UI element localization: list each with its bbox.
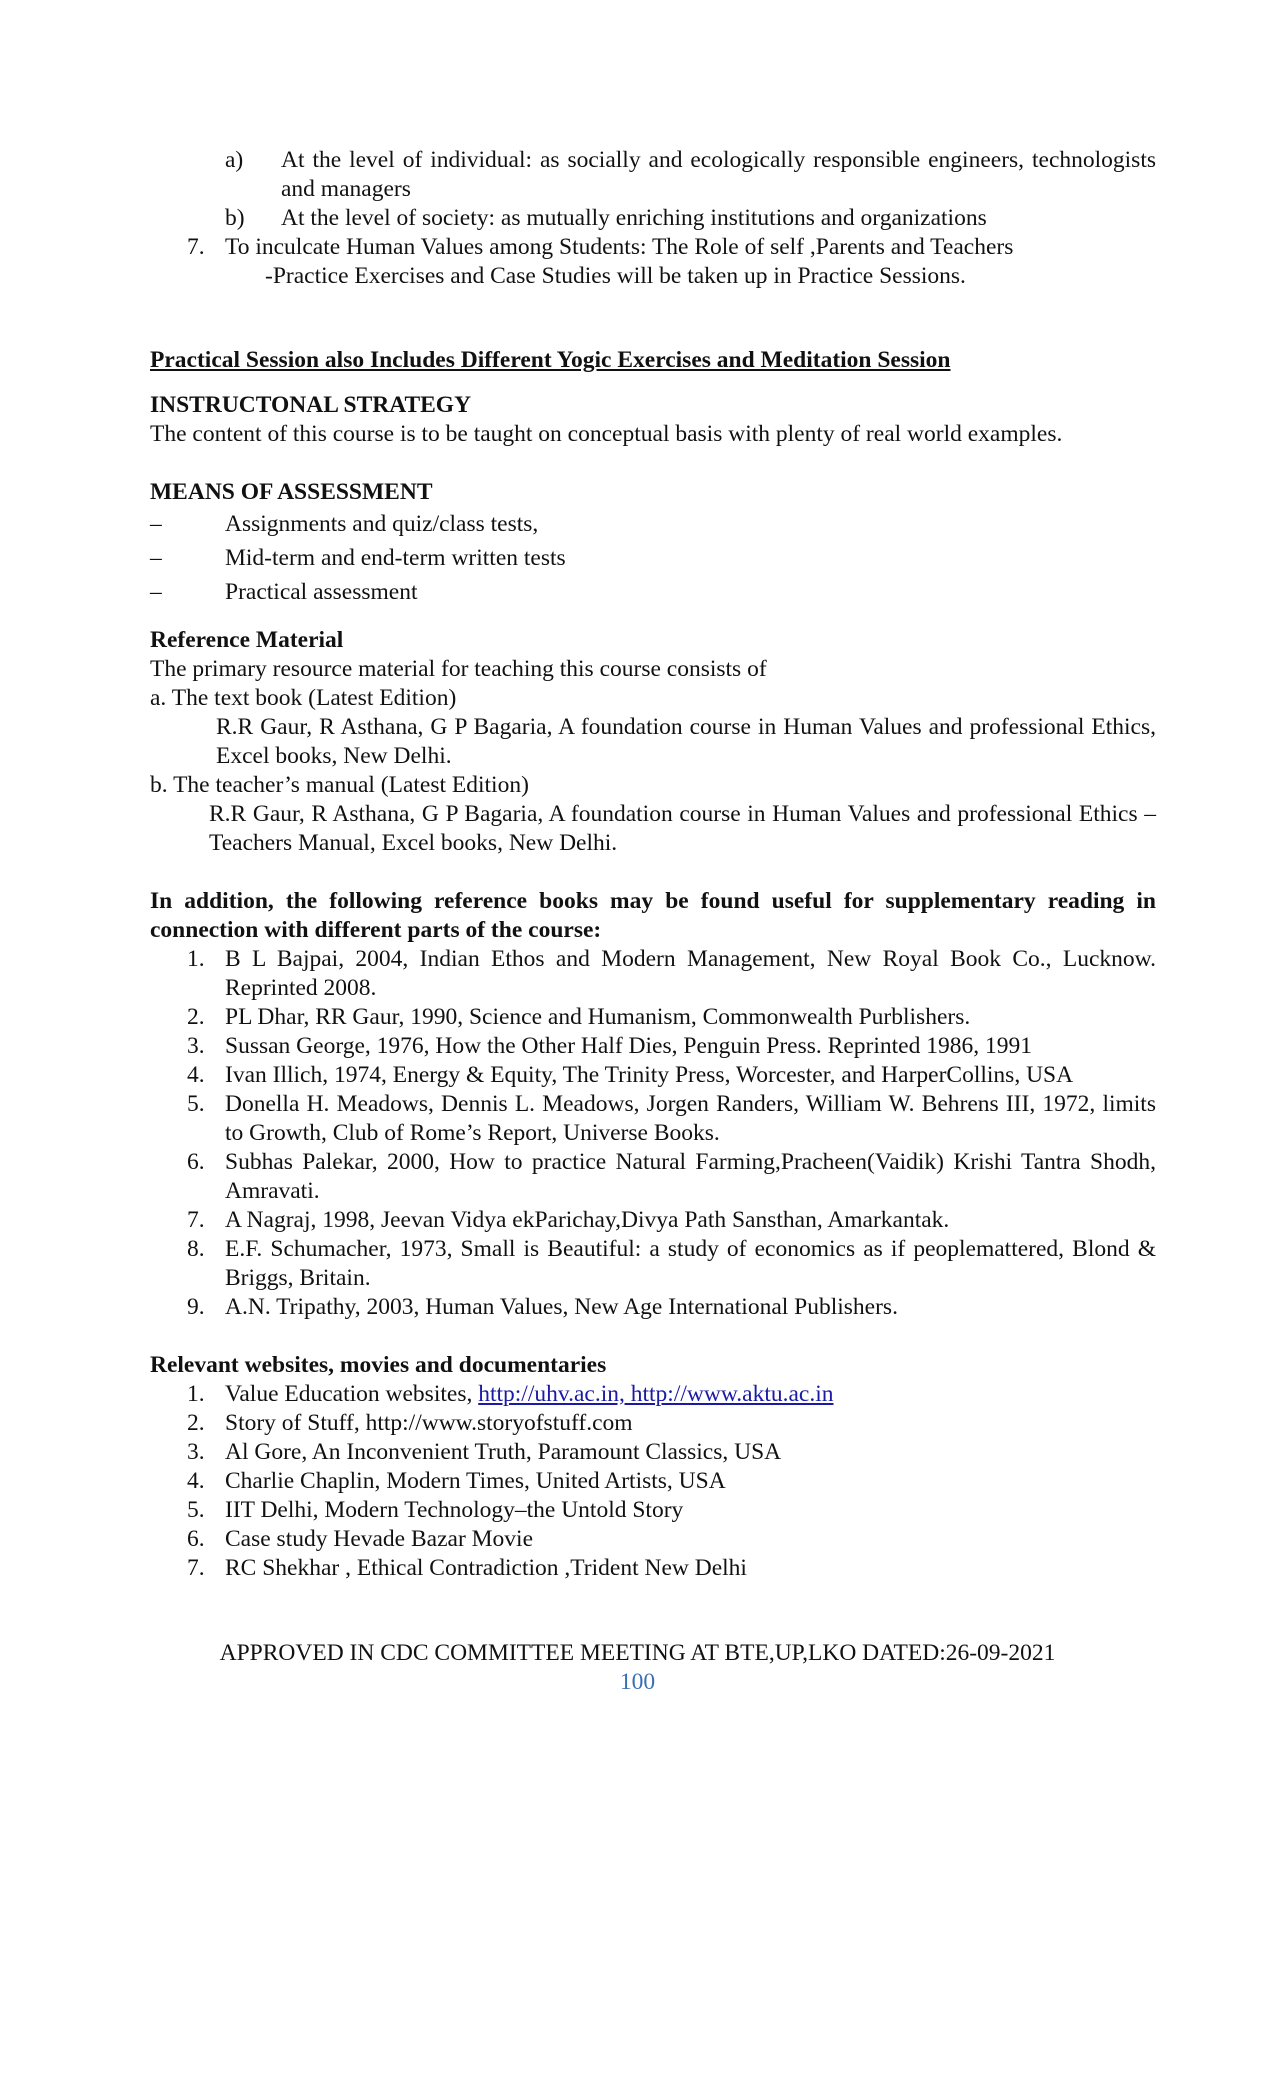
item-number: 3. [187, 1439, 205, 1465]
website-prefix: Value Education websites, [225, 1381, 479, 1407]
practice-note: -Practice Exercises and Case Studies will be taken up in Practice Sessions. [265, 263, 966, 289]
dash-bullet: – [150, 544, 162, 571]
item-text: PL Dhar, RR Gaur, 1990, Science and Humanism, Commonwealth Purblishers. [225, 1004, 971, 1030]
website-item [187, 1496, 1156, 1525]
item-number: 6. [187, 1526, 205, 1552]
document-page [150, 146, 1156, 1583]
item-text: B L Bajpai, 2004, Indian Ethos and Modern Management, New Royal Book Co., Lucknow. Reprinted 2008. [225, 946, 1156, 1001]
websites-list [150, 1409, 1156, 1583]
item-number: 9. [187, 1294, 205, 1320]
reference-heading: Reference Material [150, 627, 344, 653]
assessment-heading: MEANS OF ASSESSMENT [150, 479, 433, 505]
additional-books-heading: In addition, the following reference books may be found useful for supplementary reading in connection with different parts of the course: [150, 888, 1156, 943]
item-text: To inculcate Human Values among Students: The Role of self ,Parents and Teachers [225, 234, 1014, 260]
dash-bullet: – [150, 510, 162, 537]
reference-book-item [187, 945, 1156, 1003]
reference-b-label: b. The teacher’s manual (Latest Edition) [150, 772, 529, 798]
website-item [187, 1409, 1156, 1438]
websites-heading: Relevant websites, movies and documentaries [150, 1352, 607, 1378]
website-link[interactable]: http://uhv.ac.in, http://www.aktu.ac.in [478, 1381, 834, 1407]
reference-book-item [187, 1235, 1156, 1293]
website-item [187, 1438, 1156, 1467]
reference-a-text: R.R Gaur, R Asthana, G P Bagaria, A foundation course in Human Values and professional Ethics, Excel books, New Delhi. [216, 714, 1156, 769]
assessment-item-text: Assignments and quiz/class tests, [225, 510, 539, 537]
item-marker: a) [225, 147, 244, 173]
item-number: 4. [187, 1468, 205, 1494]
objective-item-7 [187, 233, 1156, 262]
item-number: 1. [187, 1381, 205, 1407]
reference-book-item [187, 1032, 1156, 1061]
assessment-item [150, 507, 1156, 541]
item-marker: b) [225, 205, 245, 231]
assessment-item [150, 575, 1156, 609]
item-number: 5. [187, 1497, 205, 1523]
approval-footer: APPROVED IN CDC COMMITTEE MEETING AT BTE,UP,LKO DATED:26-09-2021 [219, 1640, 1056, 1666]
assessment-item-text: Practical assessment [225, 578, 418, 605]
item-text: Story of Stuff, http://www.storyofstuff.com [225, 1410, 633, 1436]
reference-b-text: R.R Gaur, R Asthana, G P Bagaria, A foundation course in Human Values and professional Ethics – Teachers Manual, Excel books, New Delhi. [209, 801, 1156, 856]
item-text [225, 1380, 1156, 1409]
item-number: 2. [187, 1004, 205, 1030]
reference-book-item [187, 1148, 1156, 1206]
reference-book-item [187, 1003, 1156, 1032]
reference-book-item [187, 1293, 1156, 1322]
objective-item-b [225, 204, 1156, 233]
reference-book-item [187, 1206, 1156, 1235]
website-item [187, 1554, 1156, 1583]
reference-a-label: a. The text book (Latest Edition) [150, 685, 457, 711]
item-text: Sussan George, 1976, How the Other Half Dies, Penguin Press. Reprinted 1986, 1991 [225, 1033, 1032, 1059]
objective-item-a [225, 146, 1156, 204]
reference-books-list [150, 945, 1156, 1322]
item-number: 5. [187, 1091, 205, 1117]
item-text: Subhas Palekar, 2000, How to practice Natural Farming,Pracheen(Vaidik) Krishi Tantra Shodh, Amravati. [225, 1149, 1156, 1204]
item-text: Charlie Chaplin, Modern Times, United Artists, USA [225, 1468, 726, 1494]
assessment-item [150, 541, 1156, 575]
reference-book-item [187, 1061, 1156, 1090]
website-item [187, 1380, 1156, 1409]
item-text: RC Shekhar , Ethical Contradiction ,Trident New Delhi [225, 1555, 747, 1581]
item-text: At the level of individual: as socially and ecologically responsible engineers, technologists and managers [281, 147, 1156, 202]
page-number: 100 [619, 1669, 656, 1695]
item-text: E.F. Schumacher, 1973, Small is Beautiful: a study of economics as if peoplemattered, Blond & Briggs, Britain. [225, 1236, 1156, 1291]
assessment-item-text: Mid-term and end-term written tests [225, 544, 566, 571]
item-text: Case study Hevade Bazar Movie [225, 1526, 534, 1552]
dash-bullet: – [150, 578, 162, 605]
item-number: 3. [187, 1033, 205, 1059]
item-number: 1. [187, 946, 205, 972]
item-text: A Nagraj, 1998, Jeevan Vidya ekParichay,Divya Path Sansthan, Amarkantak. [225, 1207, 950, 1233]
item-text: Ivan Illich, 1974, Energy & Equity, The Trinity Press, Worcester, and HarperCollins, USA [225, 1062, 1074, 1088]
item-text: Al Gore, An Inconvenient Truth, Paramount Classics, USA [225, 1439, 782, 1465]
item-number: 6. [187, 1149, 205, 1175]
item-number: 8. [187, 1236, 205, 1262]
item-number: 2. [187, 1410, 205, 1436]
strategy-heading: INSTRUCTONAL STRATEGY [150, 392, 472, 418]
item-text: A.N. Tripathy, 2003, Human Values, New Age International Publishers. [225, 1294, 898, 1320]
item-number: 7. [187, 1555, 205, 1581]
item-text: IIT Delhi, Modern Technology–the Untold Story [225, 1497, 684, 1523]
website-item [187, 1525, 1156, 1554]
strategy-text: The content of this course is to be taught on conceptual basis with plenty of real world examples. [150, 421, 1063, 447]
item-text: At the level of society: as mutually enriching institutions and organizations [281, 205, 987, 231]
item-number: 4. [187, 1062, 205, 1088]
item-text: Donella H. Meadows, Dennis L. Meadows, Jorgen Randers, William W. Behrens III, 1972, limits to Growth, Club of Rome’s Report, Universe Books. [225, 1091, 1156, 1146]
practical-session-heading: Practical Session also Includes Different Yogic Exercises and Meditation Session [150, 347, 951, 373]
reference-intro: The primary resource material for teaching this course consists of [150, 656, 767, 682]
reference-book-item [187, 1090, 1156, 1148]
item-number: 7. [187, 1207, 205, 1233]
website-item [187, 1467, 1156, 1496]
item-number: 7. [187, 234, 205, 260]
